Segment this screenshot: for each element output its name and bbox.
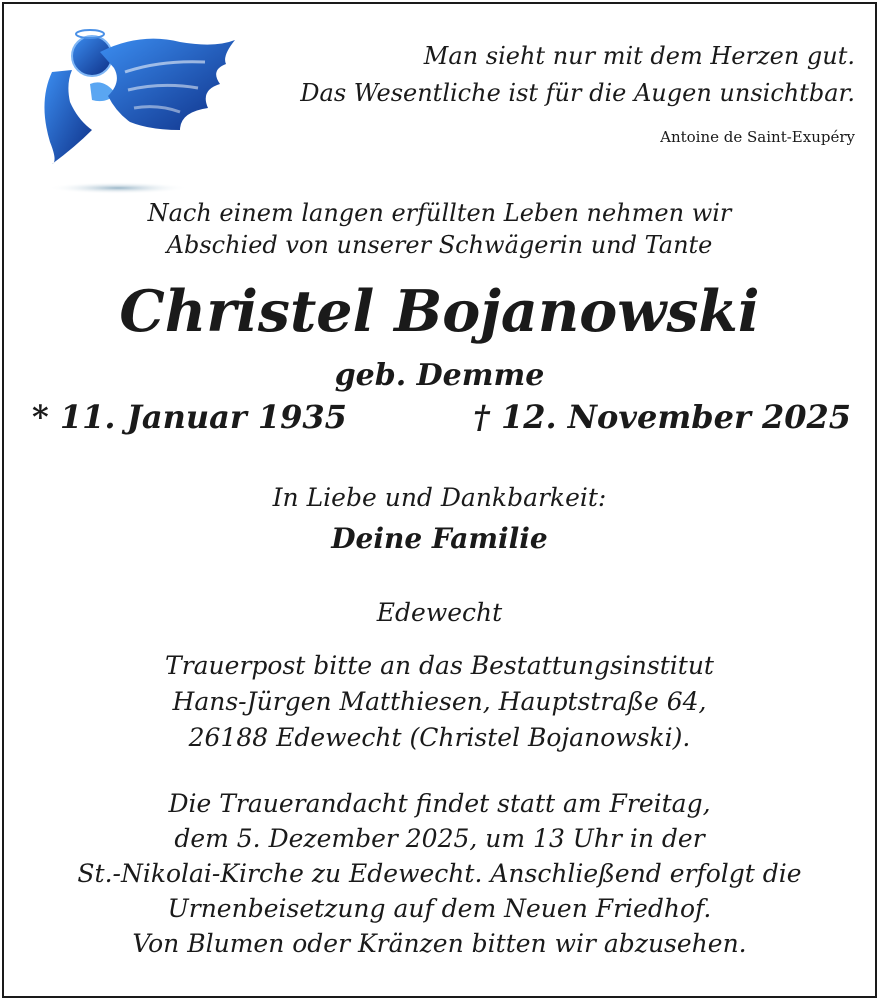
birth-name: geb. Demme	[334, 358, 545, 393]
mail-line-3: 26188 Edewecht (Christel Bojanowski).	[188, 723, 691, 752]
life-dates	[32, 398, 851, 436]
mail-notice	[0, 648, 879, 756]
deceased-name: Christel Bojanowski	[119, 278, 760, 345]
service-line-3: St.-Nikolai-Kirche zu Edewecht. Anschließend erfolgt die	[77, 859, 802, 888]
family-signature: Deine Familie	[331, 522, 548, 555]
service-line-4: Urnenbeisetzung auf dem Neuen Friedhof.	[167, 894, 712, 923]
place: Edewecht	[376, 598, 503, 627]
closing-line: In Liebe und Dankbarkeit:	[272, 483, 607, 512]
quote-line-2: Das Wesentliche ist für die Augen unsichtbar.	[300, 79, 855, 107]
service-line-2: dem 5. Dezember 2025, um 13 Uhr in der	[174, 824, 705, 853]
intro-text	[0, 197, 879, 261]
intro-line-1: Nach einem langen erfüllten Leben nehmen wir	[147, 199, 732, 227]
service-notice	[0, 786, 879, 961]
service-line-1: Die Trauerandacht findet statt am Freitag,	[168, 789, 711, 818]
death-date: † 12. November 2025	[473, 398, 851, 436]
mail-line-1: Trauerpost bitte an das Bestattungsinstitut	[165, 651, 714, 680]
birth-date: * 11. Januar 1935	[32, 398, 347, 436]
intro-line-2: Abschied von unserer Schwägerin und Tante	[166, 231, 713, 259]
quote	[235, 38, 855, 112]
angel-icon	[30, 12, 240, 202]
quote-line-1: Man sieht nur mit dem Herzen gut.	[423, 42, 855, 70]
service-line-5: Von Blumen oder Kränzen bitten wir abzusehen.	[132, 929, 747, 958]
mail-line-2: Hans-Jürgen Matthiesen, Hauptstraße 64,	[172, 687, 707, 716]
quote-author: Antoine de Saint-Exupéry	[660, 128, 855, 146]
